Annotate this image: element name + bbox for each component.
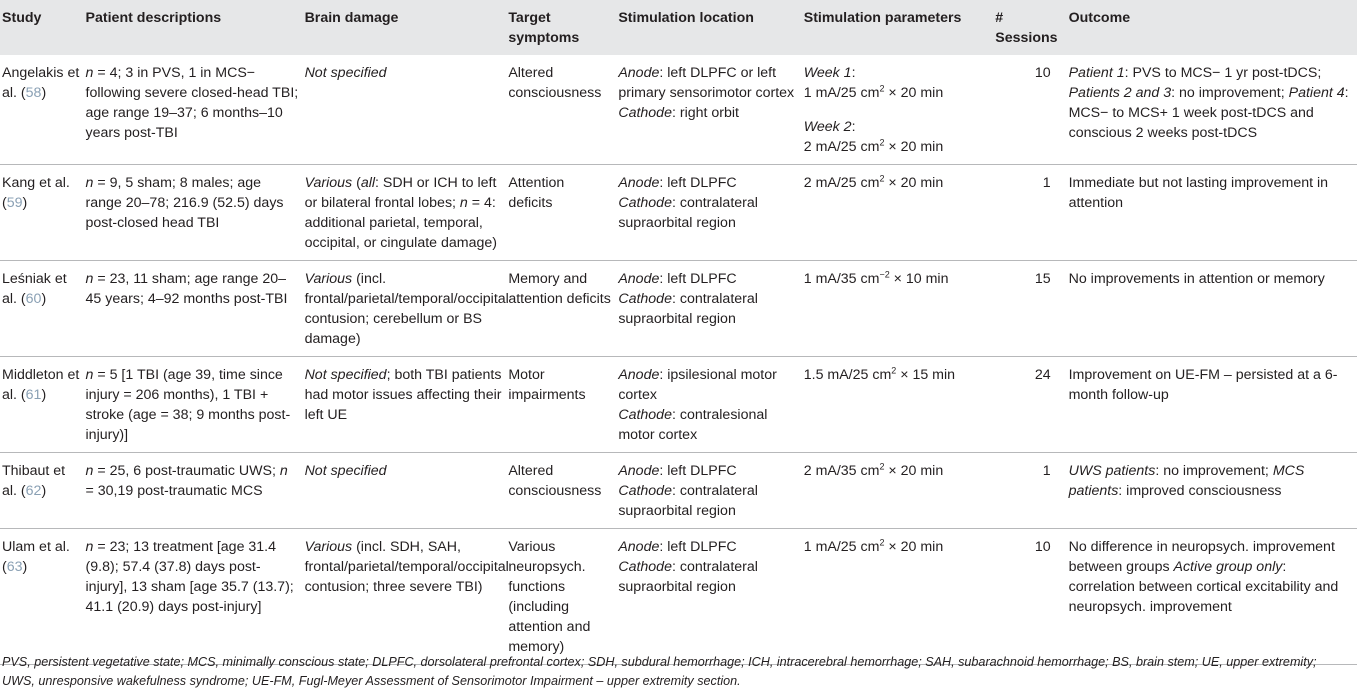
cell-sessions: 1 [993, 165, 1066, 261]
table-row [0, 453, 1357, 529]
cell-parameters [802, 529, 994, 665]
cell-outcome: Immediate but not lasting improvement in attention [1067, 165, 1357, 261]
spacer [804, 103, 990, 117]
cell-sessions: 1 [993, 453, 1066, 529]
param-dose: 2 mA/25 cm [803, 175, 880, 191]
cell-brain [303, 357, 507, 453]
cell-sessions: 10 [993, 529, 1066, 665]
reference-link[interactable]: 58 [25, 85, 42, 101]
outcome-text: No difference in neuropsych. improvement between groups [1068, 539, 1335, 575]
cell-target: Various neuropsych. functions (including attention and memory) [506, 529, 616, 665]
n-symbol: n [85, 367, 94, 383]
header-target-symptoms: Target symptoms [508, 10, 580, 46]
table-row [0, 165, 1357, 261]
reference-link[interactable]: 59 [6, 195, 23, 211]
anode-text: : left DLPFC [659, 271, 737, 287]
header-stimulation-parameters: Stimulation parameters [803, 10, 962, 26]
study-close: ) [41, 387, 47, 403]
outcome-text: : MCS− to MCS+ 1 week post-tDCS and conscious 2 weeks post-tDCS [1068, 85, 1349, 141]
cell-brain [303, 165, 507, 261]
cell-parameters [802, 357, 994, 453]
anode-line [618, 63, 797, 103]
patient-text: = 4; 3 in PVS, 1 in MCS− following severe closed-head TBI; age range 19–37; 6 months–10 years post-TBI [85, 65, 299, 141]
anode-text: : ipsilesional motor cortex [618, 367, 777, 403]
cell-outcome [1067, 529, 1357, 665]
outcome-text: : no improvement; [1171, 85, 1289, 101]
week1-value [804, 83, 990, 103]
patient-text: = 25, 6 post-traumatic UWS; [93, 463, 280, 479]
cell-outcome: Improvement on UE-FM – persisted at a 6-month follow-up [1067, 357, 1357, 453]
param-duration: × 10 min [889, 271, 949, 287]
param-duration: × 20 min [884, 463, 944, 479]
cell-location [616, 55, 801, 165]
cathode-text: : contralateral supraorbital region [618, 559, 758, 595]
cell-location [616, 357, 801, 453]
brain-label: Not specified [304, 367, 387, 383]
cell-target: Altered consciousness [508, 65, 602, 101]
cell-target: Motor impairments [506, 357, 616, 453]
cell-study [0, 55, 84, 165]
superscript: −2 [879, 269, 890, 280]
study-close: ) [41, 85, 47, 101]
reference-link[interactable]: 61 [25, 387, 42, 403]
outcome-text: : improved consciousness [1118, 483, 1282, 499]
n-symbol: n [459, 195, 468, 211]
outcome-label: Patient 4 [1288, 85, 1345, 101]
cathode-label: Cathode [618, 105, 672, 121]
cathode-label: Cathode [618, 291, 672, 307]
cathode-text: : contralateral supraorbital region [618, 195, 758, 231]
table-row [0, 261, 1357, 357]
cell-sessions: 24 [993, 357, 1066, 453]
week2-colon: : [851, 119, 856, 135]
cell-patient [84, 357, 303, 453]
anode-line [618, 173, 797, 193]
week1-line [804, 63, 990, 83]
brain-label: Various [304, 175, 353, 191]
brain-text: (incl. frontal/parietal/temporal/occipital contusion; cerebellum or BS damage) [304, 271, 509, 347]
cell-study [0, 165, 84, 261]
week1-duration: × 20 min [884, 85, 944, 101]
brain-text: ; both TBI patients had motor issues affecting their left UE [304, 367, 502, 423]
table-row [0, 55, 1357, 165]
reference-link[interactable]: 63 [6, 559, 23, 575]
cell-study [0, 261, 84, 357]
table-body [0, 55, 1357, 665]
header-brain-damage: Brain damage [304, 10, 399, 26]
cell-study [0, 453, 84, 529]
cell-brain [303, 453, 507, 529]
superscript: 2 [879, 173, 885, 184]
week1-colon: : [851, 65, 856, 81]
outcome-text: : correlation between cortical excitability and neuropsych. improvement [1068, 559, 1339, 615]
table-row [0, 529, 1357, 665]
cathode-label: Cathode [618, 407, 672, 423]
outcome-label: Patient 1 [1068, 65, 1125, 81]
week2-duration: × 20 min [884, 139, 944, 155]
anode-label: Anode [618, 463, 660, 479]
study-name: Ulam et al. ( [2, 539, 70, 575]
param-dose: 2 mA/35 cm [803, 463, 880, 479]
cell-outcome [1067, 453, 1357, 529]
patient-text: = 9, 5 sham; 8 males; age range 20–78; 216.9 (52.5) days post-closed head TBI [85, 175, 284, 231]
cell-study [0, 357, 84, 453]
n-symbol: n [85, 271, 94, 287]
n-symbol: n [85, 539, 94, 555]
anode-line [618, 537, 797, 557]
study-name: Angelakis et al. ( [2, 65, 80, 101]
table-footnote: PVS, persistent vegetative state; MCS, minimally conscious state; DLPFC, dorsolateral prefrontal cortex; SDH, subdural hemorrhage; ICH, intracerebral hemorrhage; SAH, subarachnoid hemorrhage; BS, brain stem; UE, upper extremity; UWS, unresponsive wakefulness syndrome; UE-FM, Fugl-Meyer Assessment of Sensorimotor Impairment – upper extremity section. [2, 655, 1317, 688]
param-duration: × 20 min [884, 175, 944, 191]
study-name: Kang et al. ( [2, 175, 70, 211]
outcome-label: Active group only [1173, 559, 1283, 575]
cell-sessions: 15 [993, 261, 1066, 357]
study-name: Thibaut et al. ( [2, 463, 66, 499]
anode-label: Anode [618, 271, 660, 287]
superscript: 2 [879, 83, 885, 94]
study-close: ) [22, 559, 28, 575]
cell-brain [303, 261, 507, 357]
brain-text: = 4: additional parietal, temporal, occipital, or cingulate damage) [304, 195, 497, 251]
outcome-label: Patients 2 and 3 [1068, 85, 1172, 101]
anode-label: Anode [618, 539, 660, 555]
week2-line [804, 117, 990, 137]
header-stimulation-location: Stimulation location [618, 10, 754, 26]
study-close: ) [41, 291, 47, 307]
reference-link[interactable]: 62 [25, 483, 42, 499]
cell-outcome: No improvements in attention or memory [1067, 261, 1357, 357]
anode-text: : left DLPFC or left primary sensorimotor cortex [618, 65, 795, 101]
brain-label: Various [304, 271, 353, 287]
cell-location [616, 453, 801, 529]
cathode-text: : contralesional motor cortex [618, 407, 768, 443]
cell-location [616, 261, 801, 357]
header-sessions: # Sessions [995, 10, 1058, 46]
cell-study [0, 529, 84, 665]
cell-patient [84, 55, 303, 165]
anode-line [618, 365, 797, 405]
cathode-label: Cathode [618, 195, 672, 211]
superscript: 2 [891, 365, 897, 376]
cell-location [616, 529, 801, 665]
param-dose: 1.5 mA/25 cm [803, 367, 892, 383]
cell-parameters [802, 261, 994, 357]
anode-text: : left DLPFC [659, 175, 737, 191]
cell-target: Memory and attention deficits [506, 261, 616, 357]
patient-text: = 23, 11 sham; age range 20–45 years; 4–92 months post-TBI [85, 271, 288, 307]
patient-text: = 30,19 post-traumatic MCS [85, 483, 263, 499]
patient-text: = 5 [1 TBI (age 39, time since injury = 206 months), 1 TBI + stroke (age = 38; 9 months post-injury)] [85, 367, 291, 443]
cathode-line [618, 289, 797, 329]
cathode-text: : contralateral supraorbital region [618, 291, 758, 327]
week1-dose: 1 mA/25 cm [803, 85, 880, 101]
brain-label: Not specified [304, 65, 387, 81]
anode-line [618, 269, 797, 289]
cell-parameters [802, 55, 994, 165]
header-patient-descriptions: Patient descriptions [85, 10, 222, 26]
brain-text: : SDH or ICH to left or bilateral frontal lobes; [304, 175, 497, 211]
patient-text: = 23; 13 treatment [age 31.4 (9.8); 57.4 (37.8) days post-injury], 13 sham [age 35.7 (13.7); 41.1 (20.9) days post-injury] [85, 539, 294, 615]
superscript: 2 [879, 137, 885, 148]
brain-text: (incl. SDH, SAH, frontal/parietal/temporal/occipital contusion; three severe TBI) [304, 539, 509, 595]
anode-text: : left DLPFC [659, 539, 737, 555]
anode-label: Anode [618, 175, 660, 191]
cell-brain [303, 529, 507, 665]
n-symbol: n [85, 463, 94, 479]
cell-brain [303, 55, 507, 165]
week2-value [804, 137, 990, 157]
cell-target: Altered consciousness [506, 453, 616, 529]
week1-label: Week 1 [803, 65, 852, 81]
brain-text: ( [352, 175, 361, 191]
cell-patient [84, 165, 303, 261]
cell-parameters [802, 453, 994, 529]
outcome-text: : no improvement; [1155, 463, 1273, 479]
anode-label: Anode [618, 65, 660, 81]
reference-link[interactable]: 60 [25, 291, 42, 307]
cathode-line [618, 193, 797, 233]
n-symbol: n [85, 65, 94, 81]
study-name: Middleton et al. ( [2, 367, 80, 403]
table-row [0, 357, 1357, 453]
study-name: Leśniak et al. ( [2, 271, 67, 307]
cell-location [616, 165, 801, 261]
param-duration: × 20 min [884, 539, 944, 555]
cathode-text: : right orbit [671, 105, 739, 121]
table-header [0, 0, 1357, 55]
n-symbol: n [85, 175, 94, 191]
brain-label: Not specified [304, 463, 387, 479]
study-close: ) [22, 195, 28, 211]
header-row [0, 0, 1357, 55]
n-symbol: n [279, 463, 288, 479]
superscript: 2 [879, 461, 885, 472]
cell-parameters [802, 165, 994, 261]
cathode-line [618, 103, 797, 123]
cathode-label: Cathode [618, 559, 672, 575]
superscript: 2 [879, 537, 885, 548]
cathode-line [618, 481, 797, 521]
header-study: Study [2, 10, 42, 26]
outcome-label: MCS patients [1068, 463, 1305, 499]
cell-outcome [1067, 55, 1357, 165]
anode-label: Anode [618, 367, 660, 383]
brain-all: all [360, 175, 376, 191]
outcome-label: UWS patients [1068, 463, 1156, 479]
brain-label: Various [304, 539, 353, 555]
param-dose: 1 mA/35 cm [803, 271, 880, 287]
param-dose: 1 mA/25 cm [803, 539, 880, 555]
anode-text: : left DLPFC [659, 463, 737, 479]
cell-patient [84, 261, 303, 357]
study-close: ) [41, 483, 47, 499]
cathode-label: Cathode [618, 483, 672, 499]
cathode-line [618, 405, 797, 445]
header-outcome: Outcome [1068, 10, 1131, 26]
week2-label: Week 2 [803, 119, 852, 135]
cell-sessions: 10 [1034, 65, 1051, 81]
week2-dose: 2 mA/25 cm [803, 139, 880, 155]
cathode-line [618, 557, 797, 597]
cell-patient [84, 453, 303, 529]
cathode-text: : contralateral supraorbital region [618, 483, 758, 519]
param-duration: × 15 min [896, 367, 956, 383]
cell-patient [84, 529, 303, 665]
cell-target: Attention deficits [506, 165, 616, 261]
outcome-text: : PVS to MCS− 1 yr post-tDCS; [1124, 65, 1322, 81]
anode-line [618, 461, 797, 481]
